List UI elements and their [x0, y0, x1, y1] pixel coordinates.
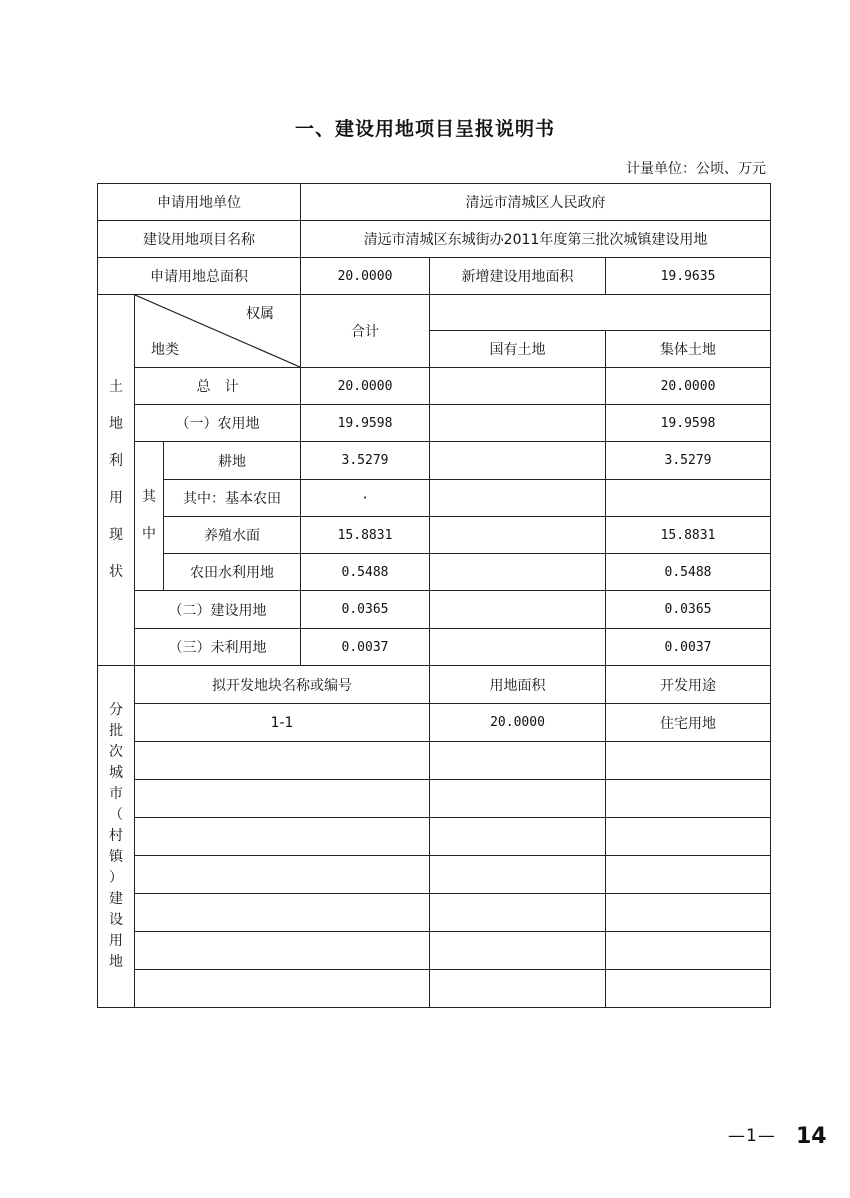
land-use-row-construction [98, 591, 771, 629]
batch-block: 1-1 [135, 704, 430, 742]
batch-header-row [98, 666, 771, 704]
row-collective: 20.0000 [606, 368, 771, 405]
applicant-label: 申请用地单位 [98, 184, 301, 221]
batch-row [98, 970, 771, 1008]
total-header: 合计 [301, 295, 430, 368]
row-label: （二）建设用地 [135, 591, 301, 629]
row-total: · [301, 480, 430, 517]
batch-row [98, 704, 771, 742]
batch-side-char: 分 [109, 702, 123, 718]
row-total: 0.0037 [301, 629, 430, 666]
batch-block [135, 780, 430, 818]
batch-use [606, 780, 771, 818]
batch-area: 20.0000 [430, 704, 606, 742]
batch-block [135, 970, 430, 1008]
row-total: 0.0365 [301, 591, 430, 629]
land-application-table [97, 183, 771, 1008]
batch-side-label [98, 666, 135, 1008]
batch-side-char: 设 [109, 912, 123, 928]
batch-block [135, 856, 430, 894]
batch-row [98, 894, 771, 932]
area-row [98, 258, 771, 295]
batch-use [606, 970, 771, 1008]
total-area-label: 申请用地总面积 [98, 258, 301, 295]
sub-group-char: 其 [142, 489, 156, 505]
batch-area [430, 894, 606, 932]
land-use-side-char: 地 [109, 416, 123, 432]
land-use-side-char: 用 [109, 490, 123, 506]
row-total: 20.0000 [301, 368, 430, 405]
row-label: 其中：基本农田 [164, 480, 301, 517]
project-name-label: 建设用地项目名称 [98, 221, 301, 258]
row-label: 耕地 [164, 442, 301, 480]
batch-side-char: 城 [109, 765, 123, 781]
row-state [430, 554, 606, 591]
batch-block [135, 742, 430, 780]
row-collective: 15.8831 [606, 517, 771, 554]
land-use-row-basic-farmland [98, 480, 771, 517]
applicant-row [98, 184, 771, 221]
batch-use [606, 856, 771, 894]
row-label: 农田水利用地 [164, 554, 301, 591]
new-area-label: 新增建设用地面积 [430, 258, 606, 295]
land-use-row-irrigation [98, 554, 771, 591]
batch-area [430, 856, 606, 894]
row-total: 3.5279 [301, 442, 430, 480]
batch-area [430, 780, 606, 818]
land-use-row-unused [98, 629, 771, 666]
collective-land-header: 集体土地 [606, 331, 771, 368]
batch-use [606, 742, 771, 780]
batch-block [135, 894, 430, 932]
applicant-value: 清远市清城区人民政府 [301, 184, 771, 221]
row-state [430, 591, 606, 629]
batch-row [98, 932, 771, 970]
row-state [430, 480, 606, 517]
land-use-side-char: 状 [109, 564, 123, 580]
row-total: 0.5488 [301, 554, 430, 591]
land-use-side-char: 利 [109, 453, 123, 469]
land-use-row-total [98, 368, 771, 405]
row-label: 总 计 [135, 368, 301, 405]
batch-use [606, 932, 771, 970]
development-use-header: 开发用途 [606, 666, 771, 704]
row-label: （三）未利用地 [135, 629, 301, 666]
land-use-side-char: 现 [109, 527, 123, 543]
row-collective: 0.0037 [606, 629, 771, 666]
row-collective: 3.5279 [606, 442, 771, 480]
land-use-header-row-1 [98, 295, 771, 331]
batch-side-char: 地 [109, 954, 123, 970]
batch-side-char: 村 [109, 828, 123, 844]
batch-side-char: 次 [109, 744, 123, 760]
batch-side-char: （ [109, 807, 123, 823]
batch-side-char: 用 [109, 933, 123, 949]
page-number: —1— [728, 1126, 776, 1146]
row-collective [606, 480, 771, 517]
row-state [430, 517, 606, 554]
batch-use [606, 818, 771, 856]
document-title: 一、建设用地项目呈报说明书 [294, 118, 555, 140]
diagonal-header-cell [135, 295, 301, 368]
batch-row [98, 856, 771, 894]
land-use-row-aquaculture [98, 517, 771, 554]
category-header: 地类 [151, 342, 179, 358]
project-name-value: 清远市清城区东城街办2011年度第三批次城镇建设用地 [301, 221, 771, 258]
row-total: 19.9598 [301, 405, 430, 442]
batch-side-char: ） [109, 870, 123, 886]
land-use-side-label [98, 295, 135, 666]
batch-side-char: 建 [109, 891, 123, 907]
ownership-spacer [430, 295, 771, 331]
block-name-header: 拟开发地块名称或编号 [135, 666, 430, 704]
batch-side-char: 批 [109, 723, 123, 739]
row-collective: 0.0365 [606, 591, 771, 629]
land-use-row-agricultural [98, 405, 771, 442]
batch-area [430, 932, 606, 970]
batch-area [430, 742, 606, 780]
batch-row [98, 818, 771, 856]
handwritten-number: 14 [796, 1124, 827, 1149]
row-label: 养殖水面 [164, 517, 301, 554]
land-use-row-cultivated [98, 442, 771, 480]
row-state [430, 368, 606, 405]
row-state [430, 405, 606, 442]
row-state [430, 629, 606, 666]
sub-group-char: 中 [142, 526, 156, 542]
batch-block [135, 818, 430, 856]
state-land-header: 国有土地 [430, 331, 606, 368]
batch-use: 住宅用地 [606, 704, 771, 742]
row-total: 15.8831 [301, 517, 430, 554]
row-collective: 19.9598 [606, 405, 771, 442]
batch-block [135, 932, 430, 970]
ownership-header: 权属 [246, 306, 275, 322]
batch-side-char: 镇 [109, 849, 123, 865]
land-area-header: 用地面积 [430, 666, 606, 704]
batch-row [98, 780, 771, 818]
batch-use [606, 894, 771, 932]
row-collective: 0.5488 [606, 554, 771, 591]
project-name-row [98, 221, 771, 258]
row-state [430, 442, 606, 480]
new-area-value: 19.9635 [606, 258, 771, 295]
batch-area [430, 970, 606, 1008]
unit-note: 计量单位：公顷、万元 [626, 161, 766, 177]
batch-area [430, 818, 606, 856]
land-use-side-char: 土 [109, 379, 123, 395]
batch-side-char: 市 [109, 786, 123, 802]
batch-row [98, 742, 771, 780]
total-area-value: 20.0000 [301, 258, 430, 295]
row-label: （一）农用地 [135, 405, 301, 442]
sub-group-label [135, 442, 164, 591]
